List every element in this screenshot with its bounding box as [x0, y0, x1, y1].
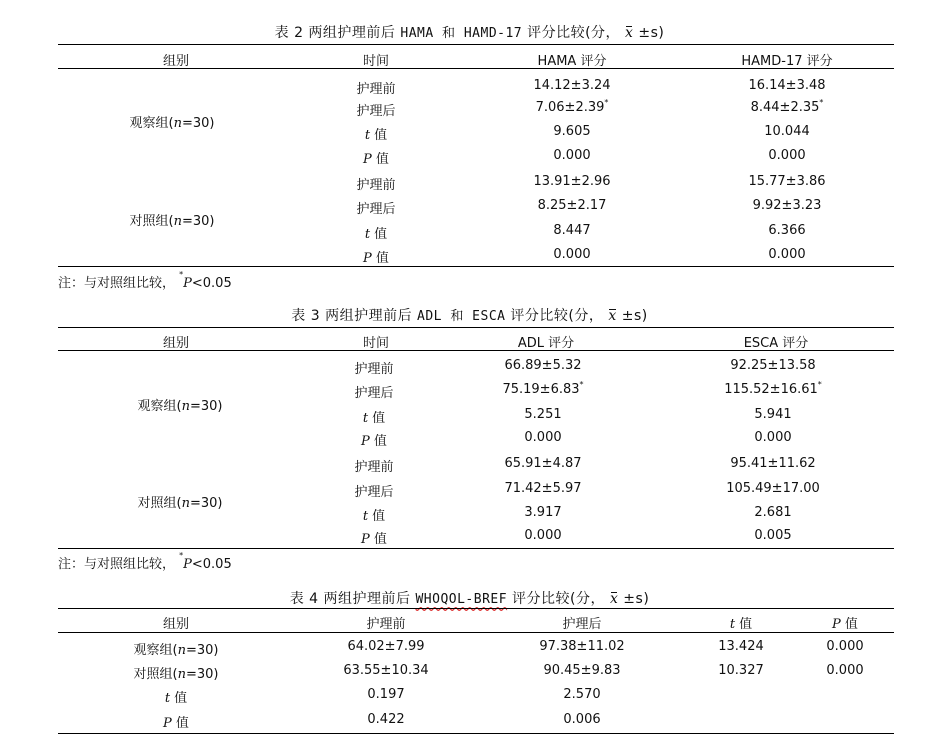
table2-cell: 9.92±3.23	[752, 198, 822, 213]
table3-cell: 95.41±11.62	[730, 456, 816, 471]
table2-bottom-rule	[58, 266, 894, 267]
table2-header-hamd: HAMD-17 评分	[741, 54, 833, 69]
table2-cell: 护理前	[356, 82, 396, 97]
table2-cell: 14.12±3.24	[533, 78, 611, 93]
table4-cell: 对照组(n=30)	[133, 667, 219, 682]
table3-cell: 66.89±5.32	[504, 358, 582, 373]
table4-header-before: 护理前	[366, 617, 406, 632]
table4-cell: 64.02±7.99	[347, 639, 425, 654]
table4-title: 表 4 两组护理前后 WHOQOL-BREF 评分比较(分， x ±s)	[289, 591, 650, 607]
table3-cell: 71.42±5.97	[504, 481, 582, 496]
table2-cell: P 值	[363, 251, 389, 266]
table2-note: 注：与对照组比较， *P<0.05	[58, 270, 232, 291]
table3-cell: 65.91±4.87	[504, 456, 582, 471]
table3-header-group: 组别	[162, 336, 190, 351]
table4-top-rule	[58, 608, 894, 609]
table4-cell: 0.197	[367, 687, 405, 702]
table4-header-p: P 值	[832, 617, 858, 632]
table3-header-esca: ESCA 评分	[743, 336, 809, 351]
table2-cell: 0.000	[553, 247, 591, 262]
table3-cell: 0.000	[524, 430, 562, 445]
table3-cell: P 值	[361, 434, 387, 449]
table2-cell: 8.25±2.17	[537, 198, 607, 213]
table2-cell: 0.000	[768, 148, 806, 163]
table4-cell: t 值	[164, 691, 188, 706]
table4-bottom-rule	[58, 733, 894, 734]
table2-title: 表 2 两组护理前后 HAMA 和 HAMD-17 评分比较(分， x ±s)	[274, 25, 665, 41]
table2-cell: t 值	[364, 128, 388, 143]
table2-cell: 0.000	[553, 148, 591, 163]
table2-cell: 护理后	[356, 202, 396, 217]
table3-header-rule	[58, 350, 894, 351]
table2-group-control: 对照组(n=30)	[129, 214, 215, 229]
table3-cell: 115.52±16.61*	[724, 380, 822, 397]
table4-cell: 0.000	[826, 663, 864, 678]
table2-top-rule	[58, 44, 894, 45]
table4-cell: 0.000	[826, 639, 864, 654]
table2-cell: 6.366	[768, 223, 806, 238]
table2-cell: 0.000	[768, 247, 806, 262]
table3-header-time: 时间	[362, 336, 390, 351]
table2-header-group: 组别	[162, 54, 190, 69]
table2-header-time: 时间	[362, 54, 390, 69]
table3-cell: 5.251	[524, 407, 562, 422]
table2-cell: 13.91±2.96	[533, 174, 611, 189]
table2-header-rule	[58, 68, 894, 69]
table4-cell: 10.327	[718, 663, 764, 678]
table3-bottom-rule	[58, 548, 894, 549]
table3-cell: 5.941	[754, 407, 792, 422]
table4-cell: 2.570	[563, 687, 601, 702]
table2-cell: 10.044	[764, 124, 810, 139]
table3-cell: 护理前	[354, 362, 394, 377]
table2-cell: 9.605	[553, 124, 591, 139]
table3-cell: 75.19±6.83*	[502, 380, 584, 397]
table3-cell: 3.917	[524, 505, 562, 520]
table3-header-adl: ADL 评分	[517, 336, 575, 351]
table2-group-observation: 观察组(n=30)	[129, 116, 215, 131]
table3-cell: 护理后	[354, 485, 394, 500]
table3-cell: P 值	[361, 532, 387, 547]
table4-cell: 13.424	[718, 639, 764, 654]
table3-cell: 0.000	[524, 528, 562, 543]
table3-cell: t 值	[362, 509, 386, 524]
table4-cell: 观察组(n=30)	[133, 643, 219, 658]
table4-cell: 0.006	[563, 712, 601, 727]
table3-cell: 2.681	[754, 505, 792, 520]
table3-title: 表 3 两组护理前后 ADL 和 ESCA 评分比较(分， x ±s)	[291, 308, 648, 324]
table2-cell: 8.44±2.35*	[750, 98, 824, 115]
table4-header-after: 护理后	[562, 617, 602, 632]
table3-group-control: 对照组(n=30)	[137, 496, 223, 511]
table3-cell: 105.49±17.00	[726, 481, 820, 496]
table3-group-observation: 观察组(n=30)	[137, 399, 223, 414]
table4-cell: P 值	[163, 716, 189, 731]
table3-cell: 0.000	[754, 430, 792, 445]
table3-cell: 护理后	[354, 386, 394, 401]
table2-cell: 7.06±2.39*	[535, 98, 609, 115]
table2-header-hama: HAMA 评分	[537, 54, 607, 69]
table2-cell: 8.447	[553, 223, 591, 238]
table3-cell: 0.005	[754, 528, 792, 543]
table2-cell: t 值	[364, 227, 388, 242]
table3-cell: t 值	[362, 411, 386, 426]
table2-cell: P 值	[363, 152, 389, 167]
table4-cell: 97.38±11.02	[539, 639, 625, 654]
table3-note: 注：与对照组比较， *P<0.05	[58, 551, 232, 572]
table2-cell: 护理后	[356, 104, 396, 119]
table3-top-rule	[58, 327, 894, 328]
table2-cell: 16.14±3.48	[748, 78, 826, 93]
table2-cell: 15.77±3.86	[748, 174, 826, 189]
table3-cell: 92.25±13.58	[730, 358, 816, 373]
table4-header-rule	[58, 632, 894, 633]
table4-header-t: t 值	[729, 617, 753, 632]
table2-cell: 护理前	[356, 178, 396, 193]
table4-header-group: 组别	[162, 617, 190, 632]
table3-cell: 护理前	[354, 460, 394, 475]
table4-cell: 90.45±9.83	[543, 663, 621, 678]
table4-cell: 63.55±10.34	[343, 663, 429, 678]
table4-cell: 0.422	[367, 712, 405, 727]
